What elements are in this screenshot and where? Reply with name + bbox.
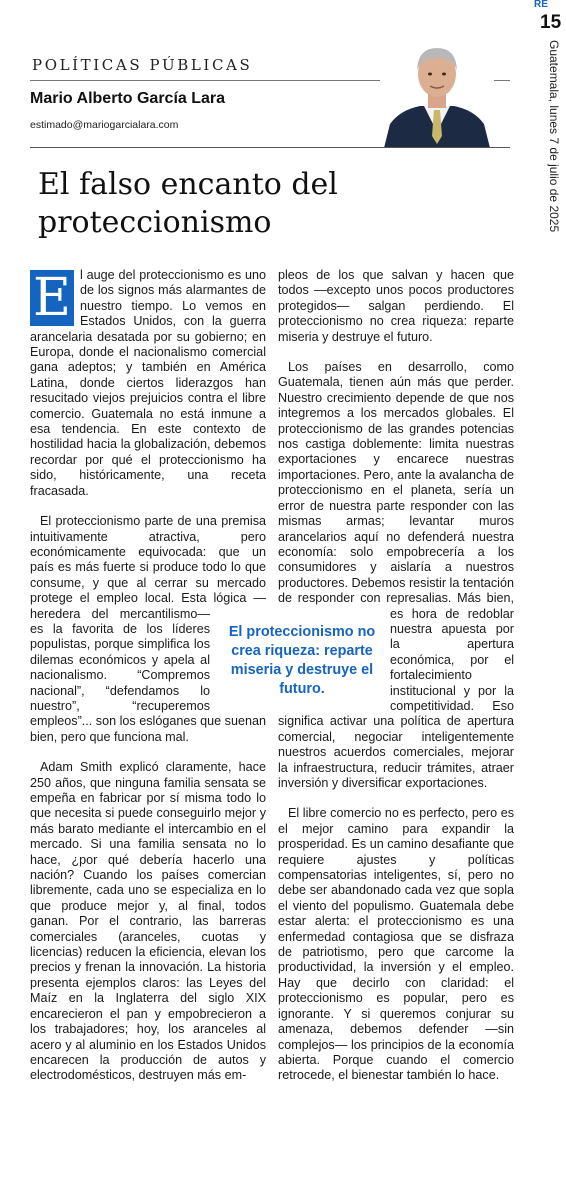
paragraph-text: Los países en desarrollo, como Guatemala, tienen aún más que perder. Nuestro crecimiento depende de que nos integremos a los mercados globales. El proteccionismo de las grandes potencias nos castiga doblemente: limita nuestras exportaciones y encarece nuestras importaciones. Pero, ante la avalancha de proteccionismo en el planeta, sería un error de nuestra parte responder con las mismas armas; levantar muros arancelarios aquí no defenderá nuestra economía: solo empobrecería a los consumidores y aislaría a nuestros productores. Debemos resistir la tentación de responder con represalias. Más bien, es hora de redoblar nuestra apuesta por la apertura económica, por el fortalecimiento institucional y por la competitividad. Eso significa activar una política de apertura comercial, negociar inteligentemente nuestros acuerdos comerciales, mejorar la infraestructura, reducir trámites, atraer inversión y diversificar exportaciones. (278, 360, 514, 790)
headline: El falso encanto del proteccionismo (38, 167, 338, 240)
paragraph (278, 360, 514, 791)
page-number: 15 (540, 12, 562, 33)
article-column-right (278, 268, 514, 1178)
paragraph: pleos de los que salvan y hacen que todos —excepto unos pocos productores protegidos— salgan perdiendo. El proteccionismo no crea riqueza: reparte miseria y destruye el futuro. (278, 268, 514, 344)
paragraph-text: l auge del proteccionismo es uno de los signos más alarmantes de nuestro tiempo. Lo vemos en Estados Unidos, con la guerra arancelaria desatada por su gobierno; en Europa, donde el nacionalismo comercial gana adeptos; y también en América Latina, donde ciertos liderazgos han resucitado viejos prejuicios contra el libre comercio. Guatemala no está inmune a esa tendencia. En este contexto de hostilidad hacia la globalización, debemos recordar por qué el proteccionismo ha sido, históricamente, una receta fracasada. (30, 268, 266, 498)
paragraph-text: El proteccionismo parte de una premisa intuitivamente atractiva, pero económicamente equivocada: que un país es más fuerte si produce todo lo que consume, y que al cerrar su mercado protege el empleo local. Esta lógica —heredera del mercantilismo— es la favorita de los líderes populistas, porque simplifica los dilemas económicos y apela al nacionalismo. “Compremos nacional”, “defendamos lo nuestro”, “recuperemos empleos”... son los eslóganes que suenan bien, pero que funciona mal. (30, 514, 266, 744)
dropcap: E (30, 270, 74, 326)
dateline: Guatemala, lunes 7 de julio de 2025 (547, 40, 561, 233)
author-email: estimado@mariogarcialara.com (30, 119, 179, 131)
article-column-left (30, 268, 266, 1178)
paragraph: Adam Smith explicó claramente, hace 250 años, que ninguna familia sensata se empeña en fabricar por sí misma todo lo que necesita si puede conseguirlo mejor y más barato mediante el intercambio en el mercado. Si una familia sensata no lo hace, ¿por qué debería hacerlo una nación? Cuando los países comercian libremente, cada uno se especializa en lo que produce mejor y, al final, todos ganan. Por el contrario, las barreras comerciales (aranceles, cuotas y licencias) reducen la eficiencia, elevan los precios y frenan la innovación. La historia presenta ejemplos claros: las Leyes del Maíz en la Inglaterra del siglo XIX encarecieron el pan y empobrecieron a los trabajadores; hoy, los aranceles al acero y al aluminio en los Estados Unidos encarecen la producción de autos y electrodomésticos, destruyen más em- (30, 760, 266, 1083)
paragraph: El libre comercio no es perfecto, pero es el mejor camino para expandir la prosperidad. Es un camino desafiante que requiere ajustes y políticas compensatorias inteligentes, sí, pero no debe ser abandonado cada vez que sopla el viento del populismo. Guatemala debe estar alerta: el proteccionismo es una enfermedad contagiosa que se disfraza de patriotismo, pero que carcome la productividad, la inversión y el empleo. Hay que decirlo con claridad: el proteccionismo es popular, pero es ignorante. Y si queremos conjurar su amenaza, debemos defender —sin complejos— los principios de la economía abierta. Porque cuando el comercio retrocede, el bienestar también lo hace. (278, 806, 514, 1083)
section-title: POLÍTICAS PÚBLICAS (32, 56, 253, 74)
headline-rule (30, 147, 510, 148)
page-edge-fragment: RE (534, 0, 548, 10)
paragraph (30, 268, 266, 499)
pull-quote-text: El proteccionismo no crea riqueza: reparte miseria y destruye el futuro. (228, 624, 376, 697)
article-body (30, 268, 526, 1178)
author-portrait-icon (380, 40, 494, 148)
author-name: Mario Alberto García Lara (30, 90, 226, 107)
author-photo (380, 40, 494, 148)
pull-quote (222, 613, 382, 713)
